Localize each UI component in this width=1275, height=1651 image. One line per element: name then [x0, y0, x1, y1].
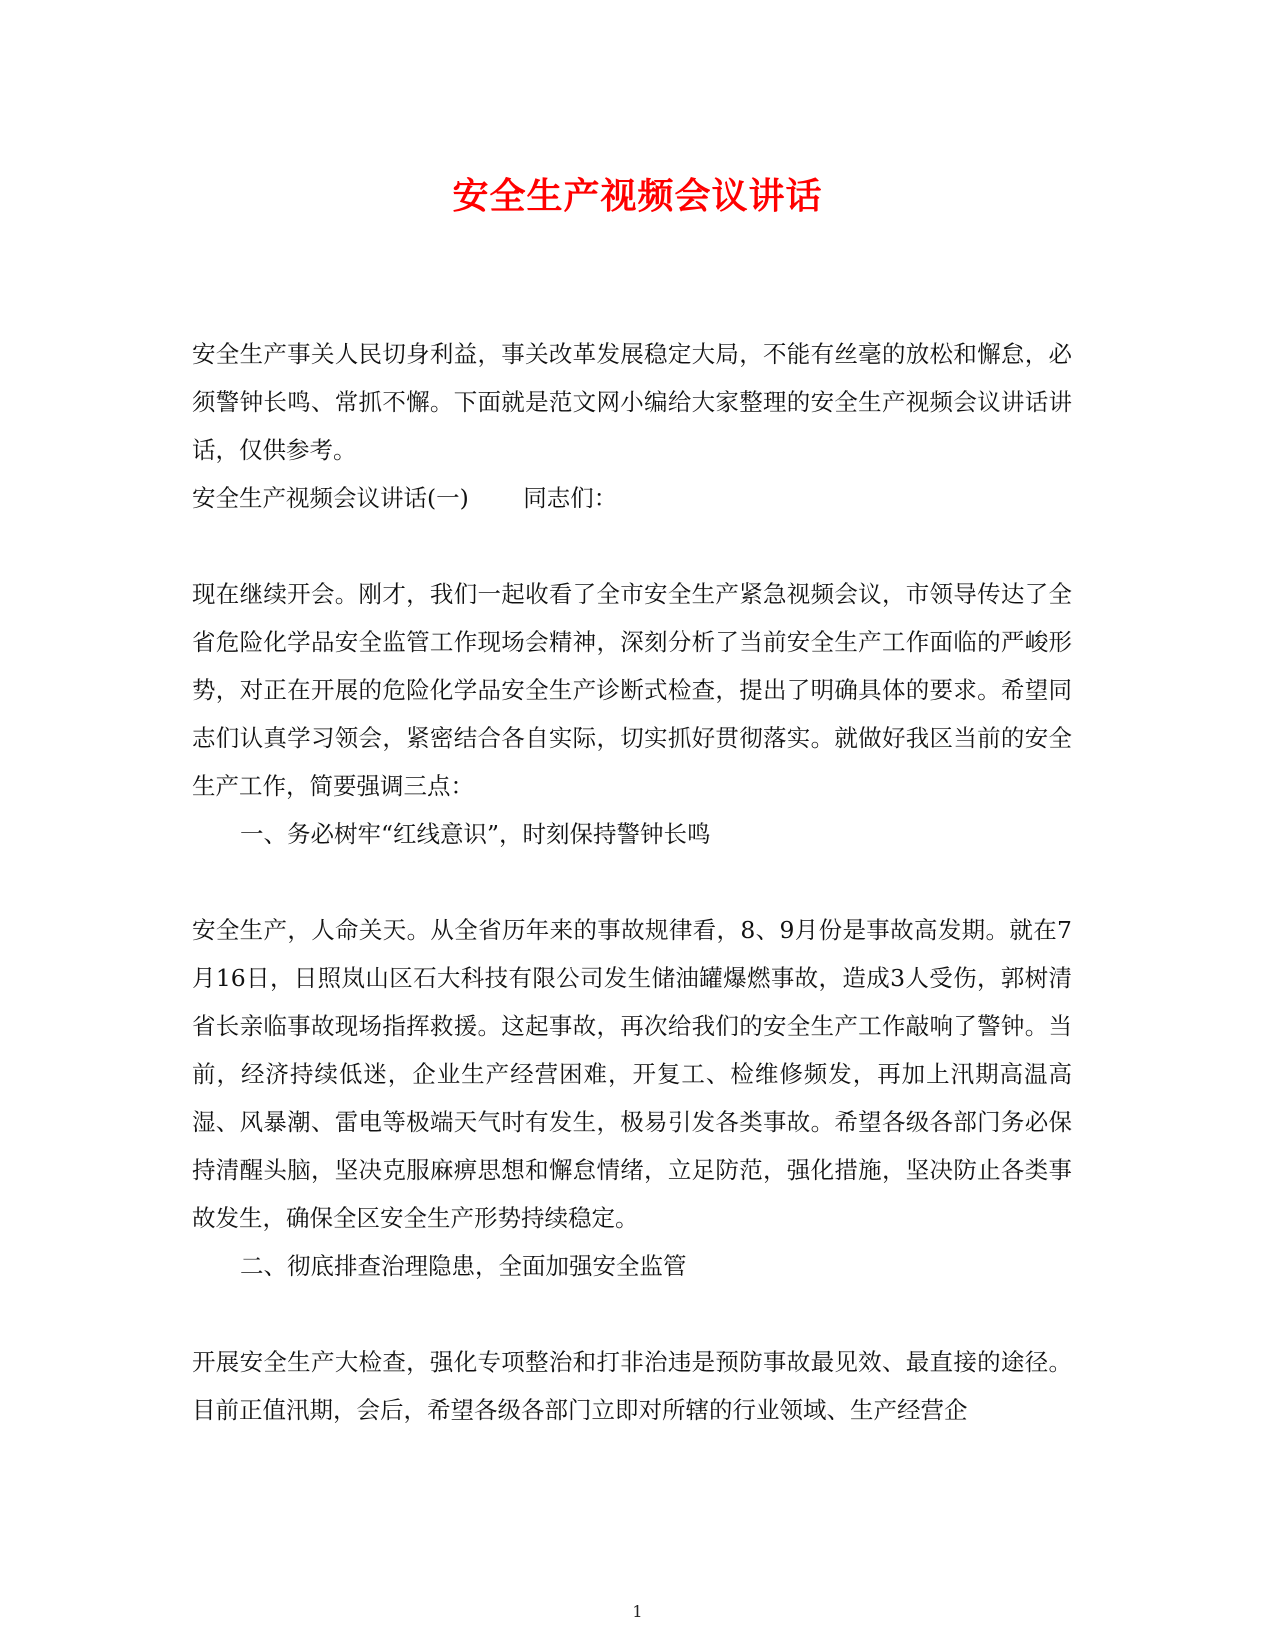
page-number: 1: [632, 1602, 643, 1621]
document-body: [192, 330, 1072, 1434]
paragraph-spacer: [192, 1290, 1072, 1338]
paragraph-spacer: [192, 522, 1072, 570]
section-heading-1: 一、务必树牢“红线意识”，时刻保持警钟长鸣: [240, 820, 711, 848]
paragraph-spacer: [192, 858, 1072, 906]
body-paragraph-2: 安全生产，人命关天。从全省历年来的事故规律看，8、9月份是事故高发期。就在7月16日，日照岚山区石大科技有限公司发生储油罐爆燃事故，造成3人受伤，郭树清省长亲临事故现场指挥救援。这起事故，再次给我们的安全生产工作敲响了警钟。当前，经济持续低迷，企业生产经营困难，开复工、检维修频发，再加上汛期高温高湿、风暴潮、雷电等极端天气时有发生，极易引发各类事故。希望各级各部门务必保持清醒头脑，坚决克服麻痹思想和懈怠情绪，立足防范，强化措施，坚决防止各类事故发生，确保全区安全生产形势持续稳定。: [192, 916, 1072, 1232]
section-line: 安全生产视频会议讲话(一) 同志们：: [192, 484, 618, 512]
intro-paragraph: 安全生产事关人民切身利益，事关改革发展稳定大局，不能有丝毫的放松和懈怠，必须警钟长鸣、常抓不懈。下面就是范文网小编给大家整理的安全生产视频会议讲话讲话，仅供参考。: [192, 340, 1072, 464]
section-heading-2: 二、彻底排查治理隐患，全面加强安全监管: [240, 1252, 687, 1280]
body-paragraph-3: 开展安全生产大检查，强化专项整治和打非治违是预防事故最见效、最直接的途径。目前正值汛期，会后，希望各级各部门立即对所辖的行业领域、生产经营企: [192, 1348, 1072, 1424]
body-paragraph-1: 现在继续开会。刚才，我们一起收看了全市安全生产紧急视频会议，市领导传达了全省危险化学品安全监管工作现场会精神，深刻分析了当前安全生产工作面临的严峻形势，对正在开展的危险化学品安全生产诊断式检查，提出了明确具体的要求。希望同志们认真学习领会，紧密结合各自实际，切实抓好贯彻落实。就做好我区当前的安全生产工作，简要强调三点：: [192, 580, 1072, 800]
document-title: 安全生产视频会议讲话: [452, 175, 823, 217]
